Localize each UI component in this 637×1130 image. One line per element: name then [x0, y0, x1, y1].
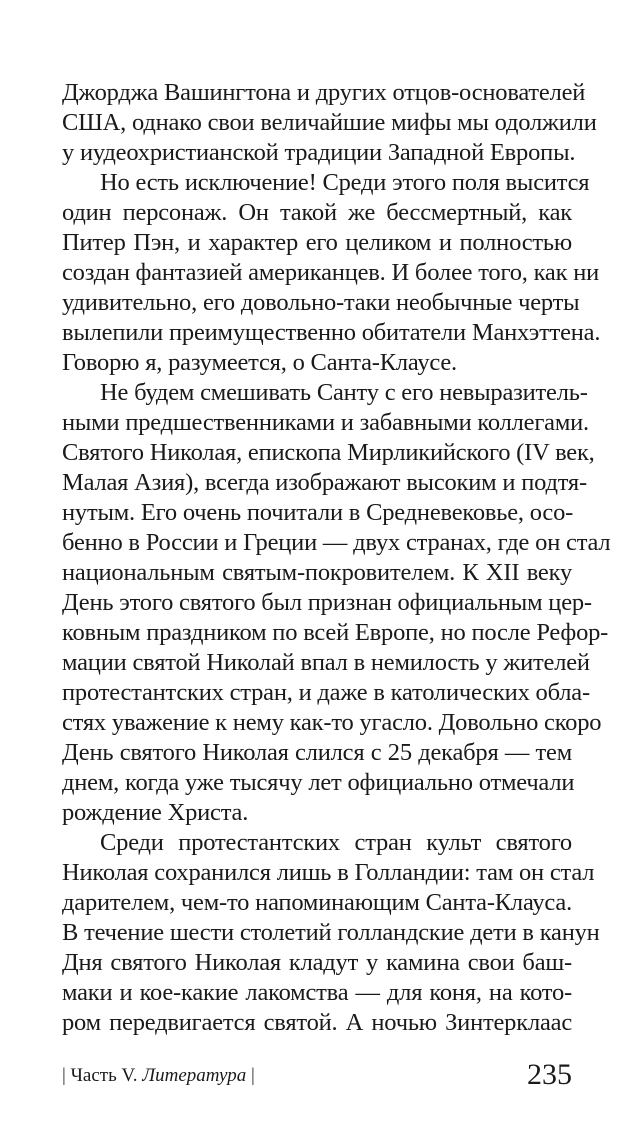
text-line: Питер Пэн, и характер его целиком и полностью [62, 229, 572, 256]
text-line: дарителем, чем-то напоминающим Санта-Клауса. [62, 889, 573, 916]
text-line: Николая сохранился лишь в Голландии: там он стал [62, 859, 595, 886]
part-label: Часть V. [70, 1065, 138, 1086]
text-line: Святого Николая, епископа Мирликийского (IV век, [62, 439, 595, 466]
text-line: ром передвигается святой. А ночью Зинтерклаас [62, 1009, 572, 1036]
text-line: День святого Николая слился с 25 декабря — тем [62, 739, 572, 766]
text-line: Говорю я, разумеется, о Санта-Клаусе. [62, 349, 457, 376]
text-line: удивительно, его довольно-таки необычные черты [62, 289, 580, 316]
paragraph-first-line: Но есть исключение! Среди этого поля высится [100, 169, 590, 196]
text-line: В течение шести столетий голландские дети в канун [62, 919, 600, 946]
text-line: протестантских стран, и даже в католических обла- [62, 679, 590, 706]
text-line: вылепили преимущественно обитатели Манхэттена. [62, 319, 601, 346]
text-line: создан фантазией американцев. И более того, как ни [62, 259, 600, 286]
text-line: ными предшественниками и забавными коллегами. [62, 409, 589, 436]
footer-separator: | [250, 1065, 255, 1086]
section-title: Литература [142, 1065, 247, 1086]
text-line: национальным святым-покровителем. К XII веку [62, 559, 572, 586]
text-line: один персонаж. Он такой же бессмертный, как [62, 199, 572, 226]
text-line: День этого святого был признан официальным цер- [62, 589, 592, 616]
text-line: рождение Христа. [62, 799, 249, 826]
text-line: Джорджа Вашингтона и других отцов-основателей [62, 79, 586, 106]
text-line: днем, когда уже тысячу лет официально отмечали [62, 769, 575, 796]
paragraph-first-line: Не будем смешивать Санту с его невыразитель- [100, 379, 588, 406]
text-line: Дня святого Николая кладут у камина свои баш- [62, 949, 572, 976]
text-line: США, однако свои величайшие мифы мы одолжили [62, 109, 597, 136]
text-line: у иудеохристианской традиции Западной Европы. [62, 139, 576, 166]
running-footer [62, 1064, 255, 1088]
text-line: ковным праздником по всей Европе, но после Рефор- [62, 619, 609, 646]
text-line: маки и кое-какие лакомства — для коня, на кото- [62, 979, 572, 1006]
page-footer [62, 1058, 572, 1092]
paragraph-first-line: Среди протестантских стран культ святого [100, 829, 572, 856]
footer-separator: | [62, 1065, 66, 1086]
text-line: мации святой Николай впал в немилость у жителей [62, 649, 590, 676]
page-number: 235 [527, 1058, 572, 1091]
text-line: бенно в России и Греции — двух странах, где он стал [62, 529, 611, 556]
text-line: Малая Азия), всегда изображают высоким и подтя- [62, 469, 587, 496]
text-line: нутым. Его очень почитали в Средневековье, осо- [62, 499, 574, 526]
text-line: стях уважение к нему как-то угасло. Довольно скоро [62, 709, 602, 736]
